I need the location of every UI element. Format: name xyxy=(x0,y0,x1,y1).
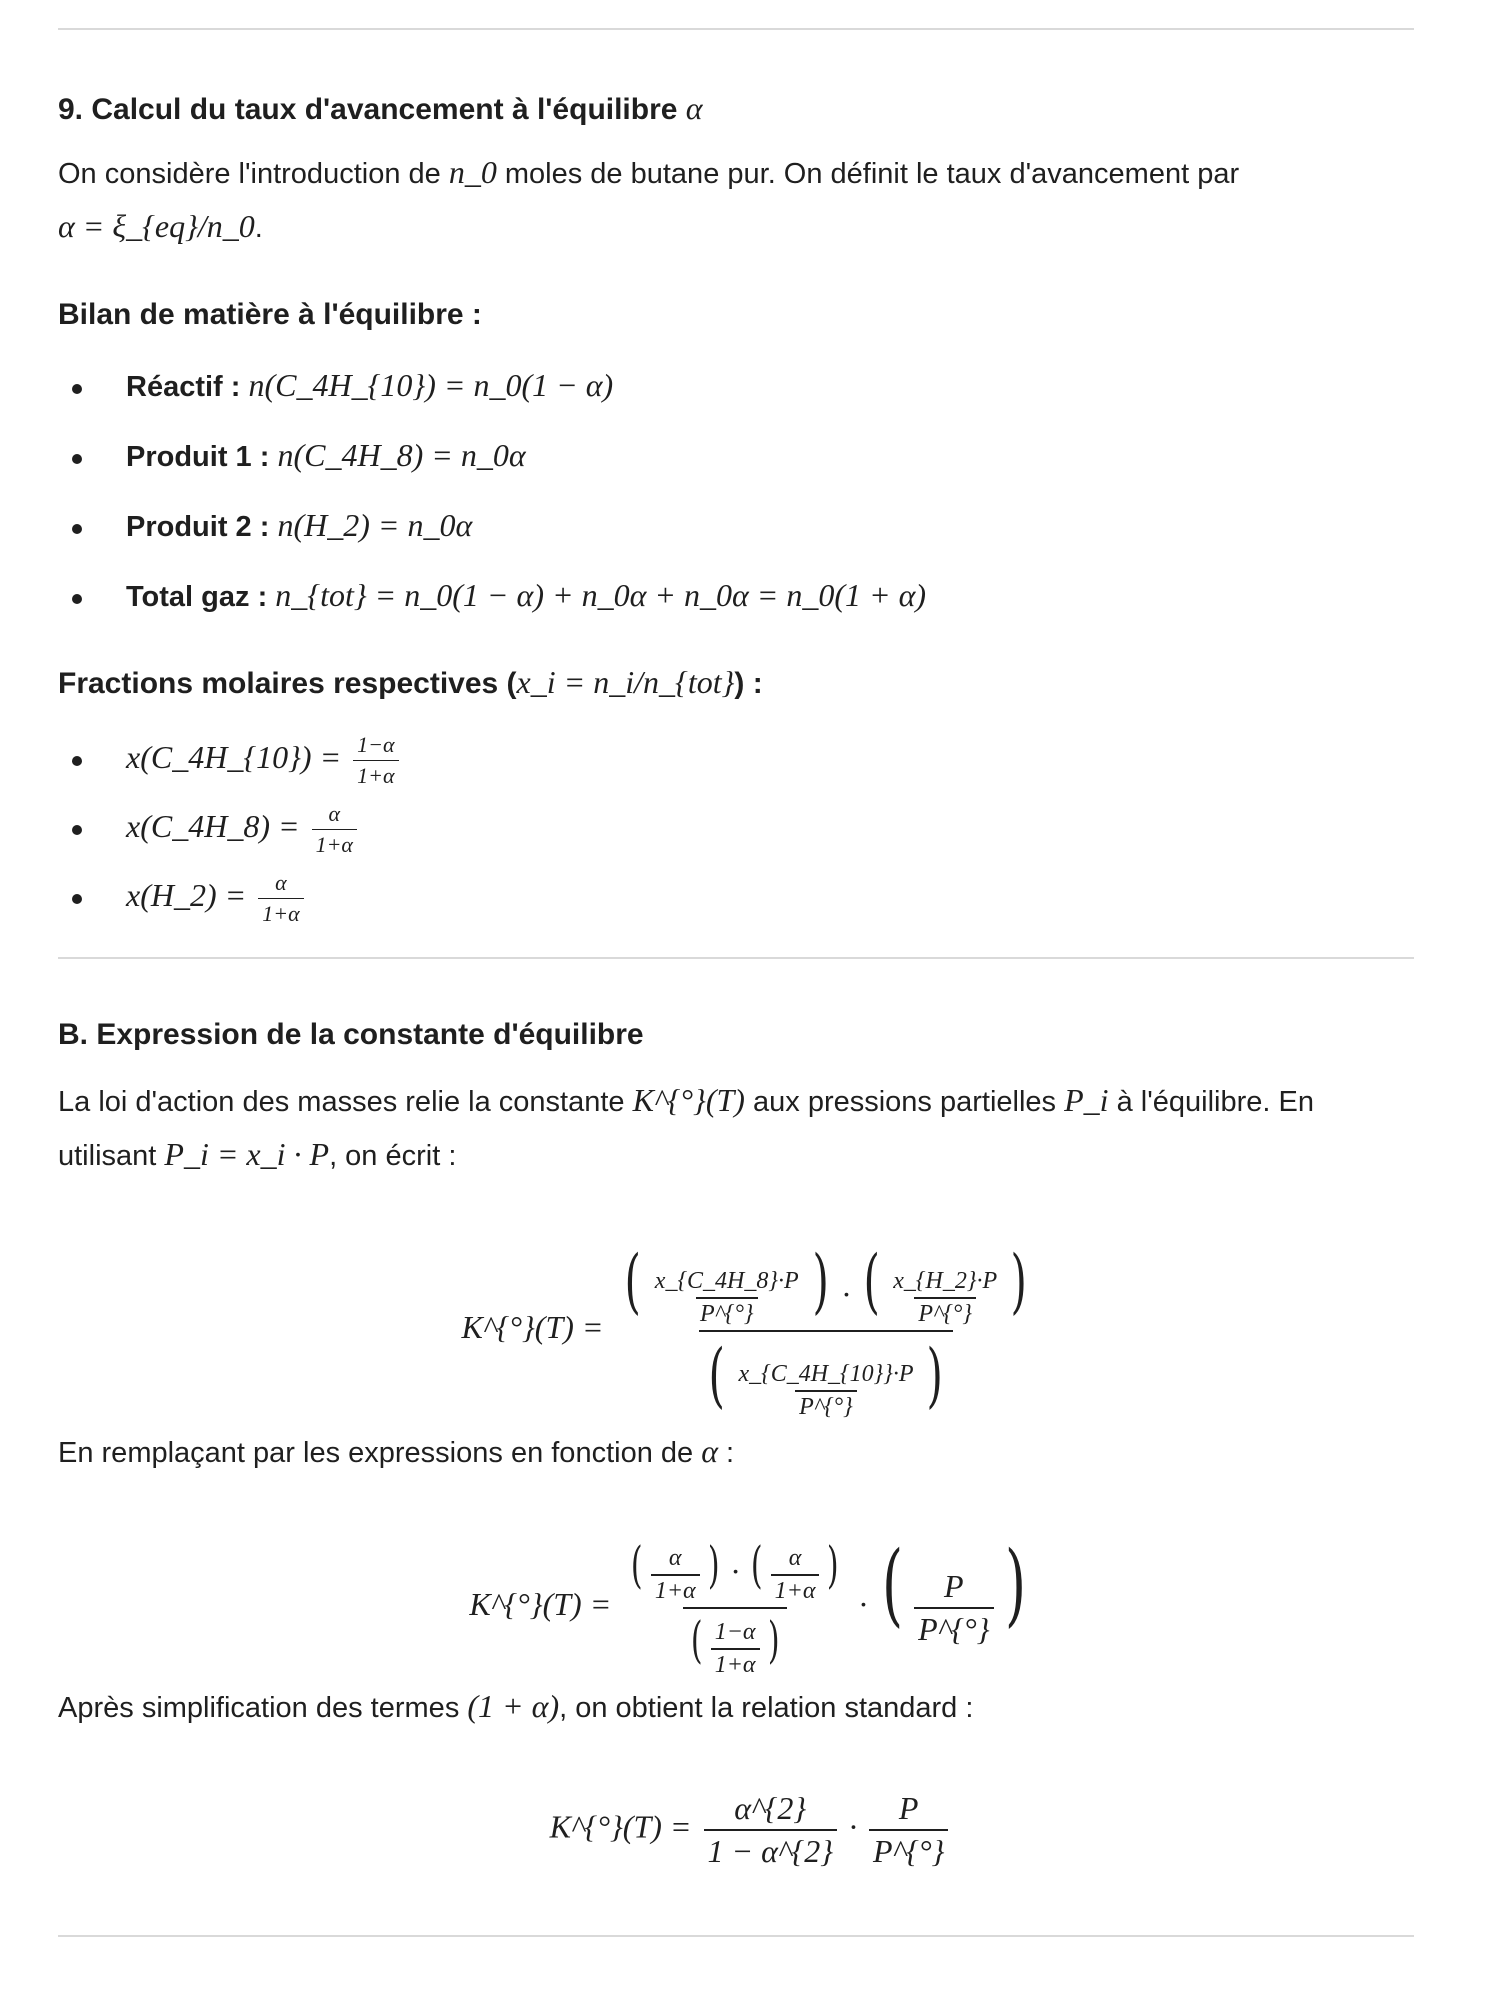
divider-top xyxy=(58,28,1414,30)
item-math: n(C_4H_{10}) = n_0(1 − α) xyxy=(248,367,614,403)
paren: ( xyxy=(881,1532,904,1637)
dot: · xyxy=(848,1808,857,1845)
fractions-heading xyxy=(58,664,763,701)
period: . xyxy=(254,212,263,244)
fraction-lhs: x(C_4H_8) = xyxy=(126,807,300,844)
divider-middle xyxy=(58,957,1414,959)
d-num: x_{C_4H_{10}}·P xyxy=(738,1361,914,1388)
text: utilisant xyxy=(58,1140,157,1172)
eq-lhs: K^{°}(T) = xyxy=(549,1808,692,1845)
alpha-definition: α = ξ_{eq}/n_0 xyxy=(58,208,255,244)
item-label: Produit 2 : xyxy=(126,511,270,543)
fraction-num: α xyxy=(328,801,341,826)
intro-text: On considère l'introduction de xyxy=(58,158,441,190)
bullet-icon xyxy=(72,454,82,464)
paren: ( xyxy=(631,1536,643,1594)
fraction-den: 1+α xyxy=(312,829,357,858)
paragraph-b3 xyxy=(58,1433,734,1470)
equation-alpha-substitution xyxy=(0,1532,1502,1679)
fraction xyxy=(258,870,303,927)
paren: ( xyxy=(624,1240,642,1322)
eq-lhs: K^{°}(T) = xyxy=(461,1309,604,1345)
d-den: P^{°} xyxy=(795,1390,857,1421)
paren: ( xyxy=(751,1536,763,1594)
fraction xyxy=(704,1790,837,1870)
paren: ) xyxy=(1010,1240,1027,1322)
title-math: α xyxy=(685,90,703,126)
section-9-title xyxy=(58,90,703,127)
c-den: 1+α xyxy=(711,1648,760,1679)
text: , on obtient la relation standard : xyxy=(559,1692,974,1724)
math: P_i = x_i · P xyxy=(164,1136,330,1172)
fraction-lhs: x(C_4H_{10}) = xyxy=(126,738,342,775)
b-den: 1+α xyxy=(771,1574,820,1605)
heading-text: Fractions molaires respectives ( xyxy=(58,667,517,700)
intro-text: moles de butane pur. On définit le taux d'avancement par xyxy=(504,158,1240,190)
bullet-icon xyxy=(72,825,82,835)
b-num: α xyxy=(788,1544,802,1571)
item-math: n_{tot} = n_0(1 − α) + n_0α + n_0α = n_0(1 + α) xyxy=(275,577,927,613)
intro-paragraph-line2 xyxy=(58,208,263,245)
list-item xyxy=(126,367,613,404)
heading-math: x_i = n_i/n_{tot} xyxy=(516,664,735,700)
main-fraction xyxy=(615,1240,1036,1421)
paren: ) xyxy=(827,1536,840,1594)
bullet-icon xyxy=(72,384,82,394)
bullet-icon xyxy=(72,594,82,604)
p-num: P xyxy=(944,1567,964,1604)
text: Après simplification des termes xyxy=(58,1692,460,1724)
denominator: 1 − α^{2} xyxy=(704,1829,837,1870)
n1-den: P^{°} xyxy=(696,1297,758,1328)
text: En remplaçant par les expressions en fonction de xyxy=(58,1437,694,1469)
dot: · xyxy=(731,1553,740,1589)
list-item xyxy=(126,507,472,544)
paren: ( xyxy=(708,1333,725,1416)
item-math: n(H_2) = n_0α xyxy=(277,507,473,543)
dot: · xyxy=(841,1276,850,1312)
item-label: Produit 1 : xyxy=(126,441,270,473)
p-den: P^{°} xyxy=(869,1829,948,1870)
item-label: Réactif : xyxy=(126,371,241,403)
paragraph-b2 xyxy=(58,1136,456,1173)
text: La loi d'action des masses relie la constante xyxy=(58,1086,625,1118)
list-item xyxy=(126,437,526,474)
fraction-num: 1−α xyxy=(357,732,395,757)
paren: ) xyxy=(707,1536,720,1594)
heading-text: ) : xyxy=(734,667,763,700)
math: P_i xyxy=(1064,1082,1109,1118)
bullet-icon xyxy=(72,524,82,534)
numerator: α^{2} xyxy=(734,1790,807,1826)
text: à l'équilibre. En xyxy=(1116,1086,1314,1118)
numerator xyxy=(623,1536,847,1607)
a-num: α xyxy=(668,1544,682,1571)
n2-den: P^{°} xyxy=(914,1297,976,1328)
math: α xyxy=(701,1433,718,1469)
intro-math: n_0 xyxy=(448,154,497,190)
title-text: 9. Calcul du taux d'avancement à l'équilibre xyxy=(58,93,678,126)
intro-paragraph xyxy=(58,154,1239,191)
fraction-lhs: x(H_2) = xyxy=(126,876,247,913)
denominator xyxy=(683,1607,787,1680)
denominator xyxy=(699,1330,953,1422)
bullet-icon xyxy=(72,756,82,766)
a-den: 1+α xyxy=(651,1574,700,1605)
c-num: 1−α xyxy=(714,1619,756,1646)
equation-equilibrium-constant-partial-pressures xyxy=(0,1240,1502,1421)
math: (1 + α) xyxy=(467,1688,560,1724)
text: : xyxy=(718,1437,735,1469)
p-num: P xyxy=(898,1790,919,1826)
paren: ( xyxy=(691,1610,703,1669)
divider-bottom xyxy=(58,1935,1414,1937)
paren: ) xyxy=(767,1610,780,1669)
paragraph-b1 xyxy=(58,1082,1314,1119)
math: K^{°}(T) xyxy=(632,1082,745,1118)
list-item xyxy=(126,577,926,614)
equation-standard-relation xyxy=(0,1790,1502,1870)
list-item xyxy=(126,801,361,858)
fraction-num: α xyxy=(275,870,287,895)
paragraph-b4 xyxy=(58,1688,973,1725)
fraction xyxy=(312,801,357,858)
n2-num: x_{H_2}·P xyxy=(893,1267,998,1294)
paren: ) xyxy=(926,1333,944,1416)
paren: ) xyxy=(1004,1532,1026,1637)
list-item xyxy=(126,870,308,927)
text: aux pressions partielles xyxy=(753,1086,1057,1118)
fraction xyxy=(869,1790,948,1870)
section-b-title: B. Expression de la constante d'équilibre xyxy=(58,1018,644,1051)
fraction xyxy=(353,732,398,789)
paren: ) xyxy=(812,1240,829,1322)
fraction-den: 1+α xyxy=(258,898,303,927)
p-den: P^{°} xyxy=(914,1607,993,1648)
bilan-heading: Bilan de matière à l'équilibre : xyxy=(58,298,482,331)
list-item xyxy=(126,732,403,789)
bullet-icon xyxy=(72,894,82,904)
item-math: n(C_4H_8) = n_0α xyxy=(277,437,526,473)
eq-lhs: K^{°}(T) = xyxy=(469,1586,612,1622)
dot: · xyxy=(858,1586,867,1622)
n1-num: x_{C_4H_8}·P xyxy=(654,1267,799,1294)
text: , on écrit : xyxy=(329,1140,457,1172)
main-fraction xyxy=(623,1536,847,1679)
item-label: Total gaz : xyxy=(126,581,268,613)
fraction-den: 1+α xyxy=(353,760,398,789)
numerator xyxy=(615,1240,1036,1330)
paren: ( xyxy=(863,1240,880,1322)
